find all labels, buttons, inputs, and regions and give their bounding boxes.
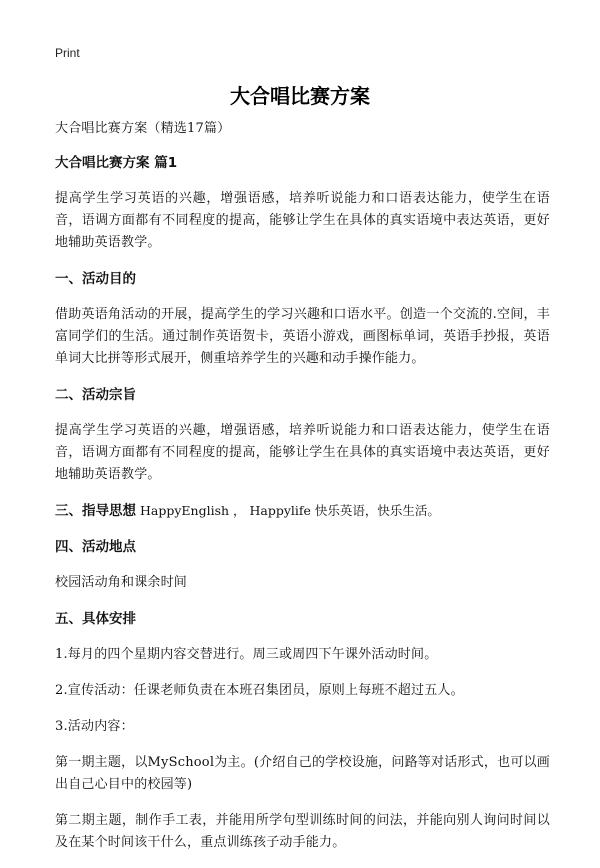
guiding-idea-text: HappyEnglish ， Happylife 快乐英语，快乐生活。: [136, 503, 440, 518]
heading-guiding-idea: [55, 500, 550, 522]
heading-location: 四、活动地点: [55, 539, 136, 555]
theme-1-paragraph: 第一期主题，以MySchool为主。(介绍自己的学校设施，问路等对话形式，也可以画出自己心目中的校园等): [55, 755, 550, 792]
purpose-paragraph: 借助英语角活动的开展，提高学生的学习兴趣和口语水平。创造一个交流的.空间，丰富同学们的生活。通过制作英语贺卡，英语小游戏，画图标单词，英语手抄报，英语单词大比拼等形式展开，侧重培养学生的兴趣和动手操作能力。: [55, 307, 550, 366]
section-title: 大合唱比赛方案 篇1: [55, 155, 178, 171]
heading-aim: 二、活动宗旨: [55, 387, 136, 403]
document-subtitle: 大合唱比赛方案（精选17篇）: [55, 121, 231, 136]
print-link[interactable]: Print: [55, 46, 80, 60]
arrangement-item-3: 3.活动内容：: [55, 719, 134, 734]
guiding-idea-label: 三、指导思想: [55, 503, 136, 519]
heading-arrangement: 五、具体安排: [55, 611, 136, 627]
arrangement-item-2: 2.宣传活动：任课老师负责在本班召集团员，原则上每班不超过五人。: [55, 683, 464, 698]
intro-paragraph: 提高学生学习英语的兴趣，增强语感，培养听说能力和口语表达能力，使学生在语音，语调方面都有不同程度的提高，能够让学生在具体的真实语境中表达英语，更好地辅助英语教学。: [55, 191, 550, 250]
aim-paragraph: 提高学生学习英语的兴趣，增强语感，培养听说能力和口语表达能力，使学生在语音，语调方面都有不同程度的提高，能够让学生在具体的真实语境中表达英语，更好地辅助英语教学。: [55, 423, 550, 482]
document-title: 大合唱比赛方案: [230, 84, 370, 108]
arrangement-item-1: 1.每月的四个星期内容交替进行。周三或周四下午课外活动时间。: [55, 647, 438, 662]
theme-2-paragraph: 第二期主题，制作手工表，并能用所学句型训练时间的问法，并能向别人询问时间以及在某个时间该干什么，重点训练孩子动手能力。: [55, 813, 550, 850]
document-body: [55, 118, 550, 868]
location-paragraph: 校园活动角和课余时间: [55, 575, 188, 590]
heading-purpose: 一、活动目的: [55, 271, 136, 287]
